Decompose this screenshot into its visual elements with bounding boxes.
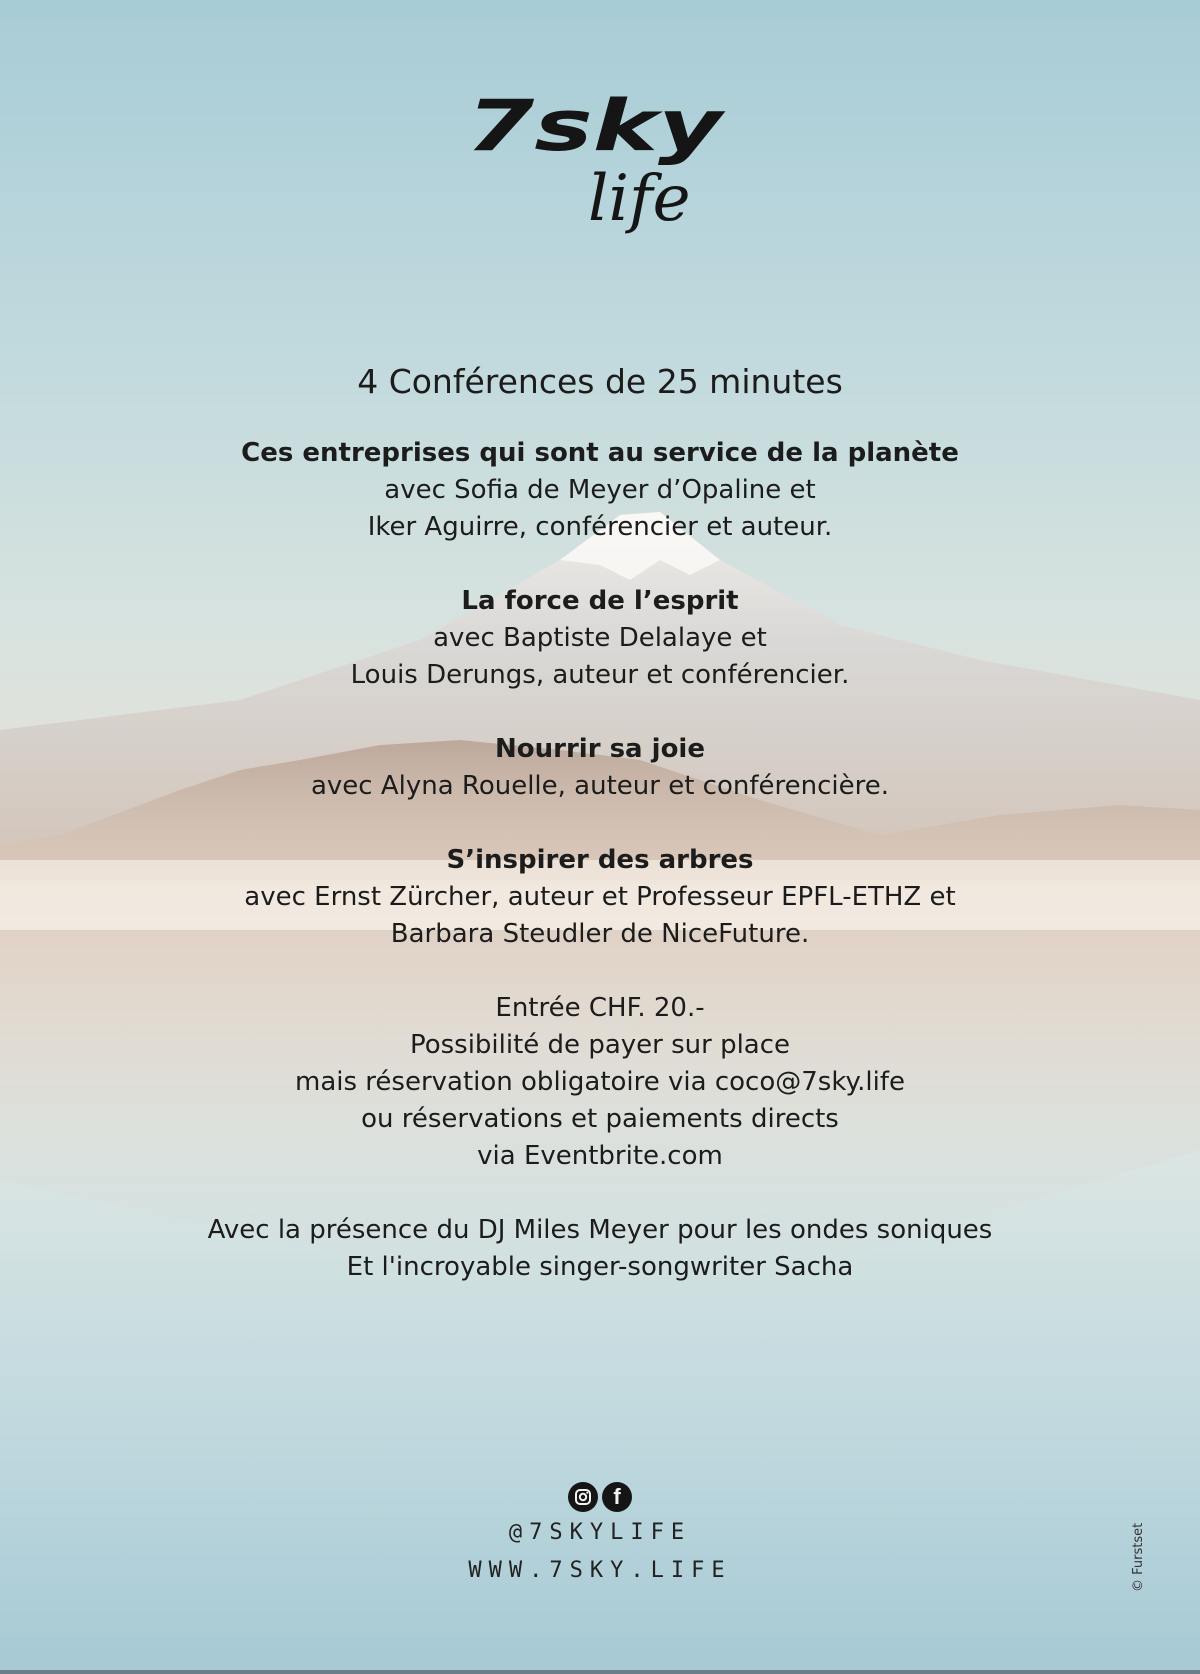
website-link[interactable]: WWW.7SKY.LIFE [468,1558,732,1583]
ticket-info [0,990,1200,1175]
dj-line: Avec la présence du DJ Miles Meyer pour les ondes soniques [207,1215,993,1245]
singer-line: Et l'incroyable singer-songwriter Sacha [346,1252,854,1282]
talk-speakers: avec Alyna Rouelle, auteur et conférencière. [310,771,889,801]
talk-1 [0,435,1200,546]
price-line: Entrée CHF. 20.- [495,993,705,1023]
reservation-line: mais réservation obligatoire via coco@7sky.life [295,1067,905,1097]
social-footer [0,1482,1200,1588]
social-icons [0,1482,1200,1512]
talk-4 [0,842,1200,953]
social-handle[interactable]: @7SKYLIFE [508,1520,692,1545]
bottom-border [0,1670,1200,1674]
instagram-icon[interactable] [568,1482,598,1512]
talk-speakers: avec Sofia de Meyer d’Opaline et [384,475,816,505]
event-program [0,362,1200,1323]
talk-speakers: avec Ernst Zürcher, auteur et Professeur EPFL-ETHZ et [244,882,956,912]
photo-credit: © Furstset [1131,1522,1146,1592]
talk-speakers: Iker Aguirre, conférencier et auteur. [367,512,833,542]
7sky-life-logo [460,92,730,252]
svg-text:life: life [588,162,691,236]
extras-info [0,1212,1200,1286]
talk-title: S’inspirer des arbres [446,845,754,875]
eventbrite-line: via Eventbrite.com [477,1141,723,1171]
svg-text:7sky: 7sky [466,92,727,167]
talk-speakers: Louis Derungs, auteur et conférencier. [350,660,850,690]
page-title: 4 Conférences de 25 minutes [357,362,843,401]
talk-3 [0,731,1200,805]
talk-2 [0,583,1200,694]
payment-line: Possibilité de payer sur place [409,1030,791,1060]
talk-speakers: avec Baptiste Delalaye et [433,623,767,653]
talk-title: Nourrir sa joie [495,734,705,764]
talk-title: Ces entreprises qui sont au service de la planète [241,438,959,468]
facebook-icon[interactable]: f [602,1482,632,1512]
reservation-line: ou réservations et paiements directs [361,1104,839,1134]
talk-title: La force de l’esprit [461,586,739,616]
talk-speakers: Barbara Steudler de NiceFuture. [390,919,810,949]
